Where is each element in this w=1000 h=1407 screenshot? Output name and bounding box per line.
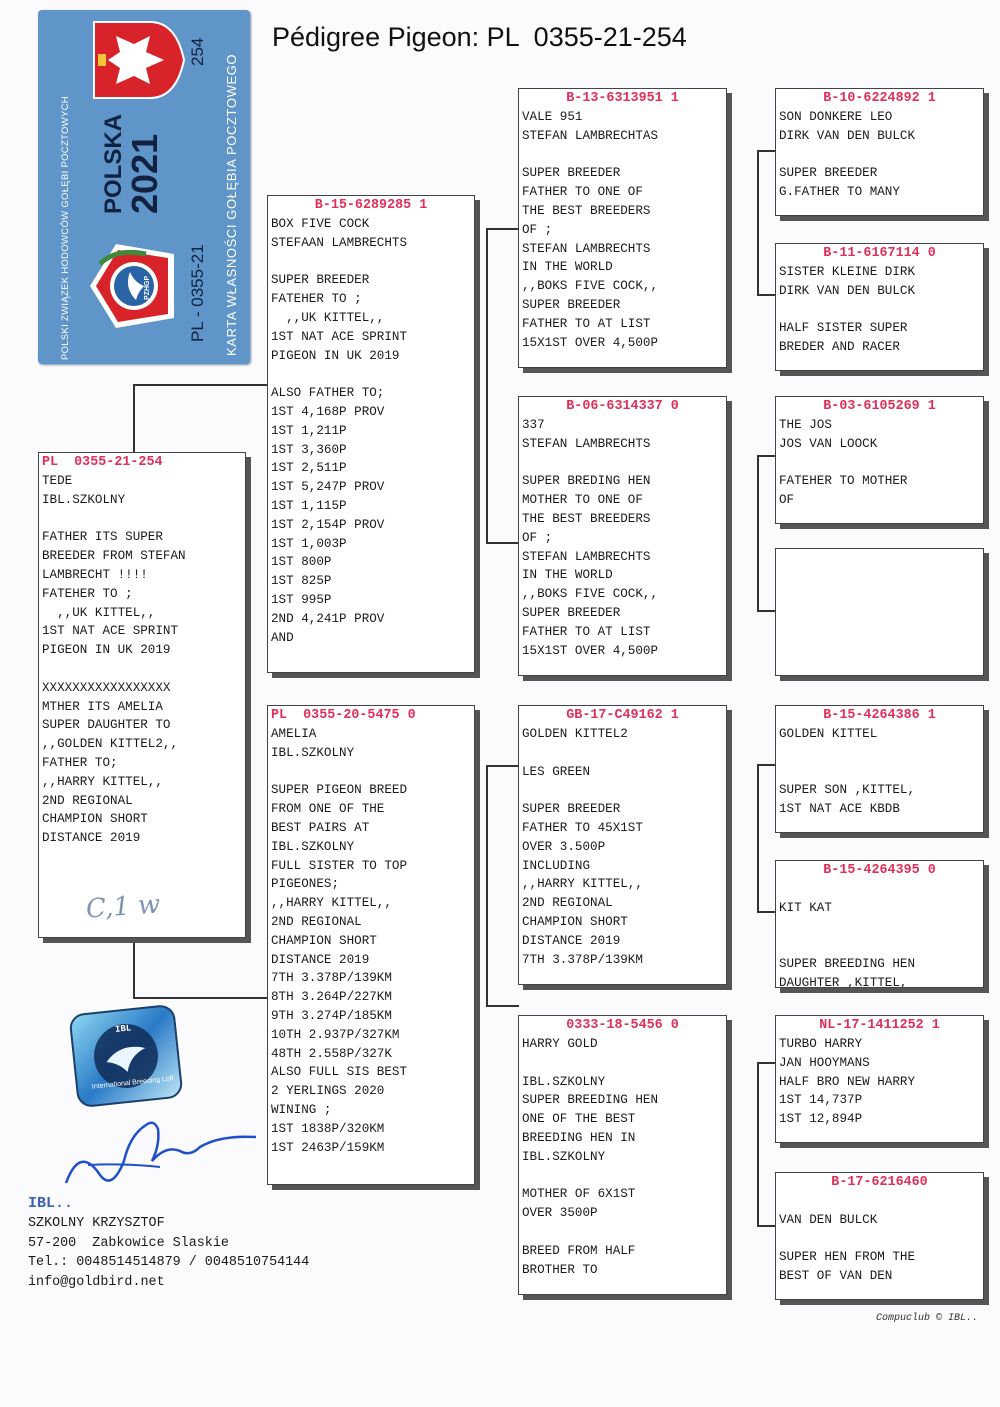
sticker-year: 2021 [124, 133, 165, 214]
pedigree-text-line [42, 510, 242, 529]
pedigree-text-line [42, 660, 242, 679]
pedigree-text-line: 1ST 5,247P PROV [271, 480, 385, 495]
pedigree-text-line: VALE 951 [522, 110, 583, 124]
pedigree-text-line: OF ; [522, 530, 553, 545]
pedigree-text-line: OF ; [522, 222, 553, 237]
ring-number: B-15-4264386 1 [823, 708, 936, 723]
pedigree-text-line: FATEHER TO MOTHER [779, 474, 908, 489]
pedigree-text-line: 1ST NAT ACE SPRINT [271, 329, 408, 344]
pedigree-text-line: MTHER ITS AMELIA [42, 699, 163, 714]
pedigree-text-line: 2 YERLINGS 2020 [271, 1084, 385, 1099]
pedigree-text-line: 1ST 1,115P [271, 498, 347, 513]
pedigree-text-line: GOLDEN KITTEL2 [522, 727, 628, 741]
pedigree-text-line [522, 744, 723, 763]
pedigree-text-line: ,,HARRY KITTEL,, [522, 877, 643, 892]
pedigree-text-line: JAN HOOYMANS [779, 1055, 870, 1070]
paternal-grandfather-card [518, 88, 727, 368]
connector-line [757, 764, 776, 766]
pedigree-text-line: FATHER TO ONE OF [522, 185, 643, 200]
pedigree-text-line: 2ND REGIONAL [271, 914, 362, 929]
pedigree-text-line: FATHER TO 45X1ST [522, 820, 643, 835]
pedigree-text-line: 1ST 2,154P PROV [271, 517, 385, 532]
connector-line [133, 997, 268, 999]
pedigree-text-line: 48TH 2.558P/327K [271, 1046, 392, 1061]
pedigree-text-line: 7TH 3.378P/139KM [522, 952, 643, 967]
pedigree-text-line: SUPER BREEDING HEN [522, 1093, 659, 1108]
connector-line [486, 765, 519, 767]
pedigree-text-line [522, 1167, 723, 1186]
pedigree-text-line: SUPER BREEDER [271, 273, 370, 288]
pedigree-text-line: SON DONKERE LEO [779, 110, 893, 124]
pedigree-text-line: HARRY GOLD [522, 1037, 598, 1051]
great-grandparent-card [775, 1172, 984, 1300]
ring-number: PL 0355-21-254 [42, 455, 163, 470]
eagle-emblem-icon [90, 18, 186, 102]
pedigree-text-line: FATHER TO; [42, 755, 118, 770]
pedigree-text-line: FATHER ITS SUPER [42, 530, 163, 545]
pedigree-text-line: ,,GOLDEN KITTEL2,, [42, 737, 179, 752]
connector-line [486, 1005, 519, 1007]
pedigree-text-line: GOLDEN KITTEL [779, 727, 878, 741]
pedigree-text-line: SUPER BREEDER [522, 605, 621, 620]
pzhgp-logo-text: PZHGP [144, 275, 151, 300]
connector-line [486, 383, 488, 543]
pedigree-text-line [779, 880, 980, 899]
pedigree-text-line: CHAMPION SHORT [271, 933, 377, 948]
ibl-hologram-sticker [67, 1003, 184, 1110]
pedigree-text-line: 1ST 12,894P [779, 1112, 863, 1127]
pedigree-text-line [522, 1223, 723, 1242]
pedigree-text-line: IN THE WORLD [522, 260, 613, 275]
pedigree-text-line [522, 146, 723, 165]
pedigree-text-line: BEST PAIRS AT [271, 820, 370, 835]
pedigree-text-line: ALSO FATHER TO; [271, 386, 385, 401]
pedigree-text-line: IBL.SZKOLNY [271, 839, 355, 854]
pedigree-text-line: 1ST 825P [271, 574, 332, 589]
pedigree-text-line: STEFAN LAMBRECHTS [522, 241, 651, 256]
pedigree-text-line: CHAMPION SHORT [42, 812, 148, 827]
pedigree-text-line: 1ST 800P [271, 555, 332, 570]
pedigree-text-line: 2ND REGIONAL [522, 896, 613, 911]
breeder-phone: Tel.: 0048514514879 / 0048510754144 [28, 1255, 310, 1271]
great-grandparent-card [775, 88, 984, 216]
ring-number: PL 0355-20-5475 0 [271, 708, 416, 723]
pedigree-text-line: PIGEONES; [271, 877, 340, 892]
ring-number: B-10-6224892 1 [823, 91, 936, 106]
ring-number: 0333-18-5456 0 [566, 1018, 679, 1033]
ring-number: B-17-6216460 [831, 1175, 928, 1190]
ibl-brand: IBL.. [28, 1195, 74, 1212]
sticker-content [38, 10, 250, 364]
pedigree-text-line: FATEHER TO ; [42, 586, 133, 601]
great-grandparent-card-empty [775, 548, 984, 676]
pedigree-text-line: DISTANCE 2019 [42, 831, 141, 846]
pedigree-text-line: BREEDING HEN IN [522, 1130, 636, 1145]
connector-line [757, 294, 776, 296]
pedigree-text-line: 1ST NAT ACE SPRINT [42, 624, 179, 639]
connector-line [757, 150, 759, 295]
pedigree-text-line: ,,BOKS FIVE COCK,, [522, 279, 659, 294]
compuclub-credit: Compuclub © IBL.. [876, 1313, 979, 1324]
connector-line [486, 228, 519, 230]
maternal-grandfather-card [518, 705, 727, 985]
pedigree-text-line: BREDER AND RACER [779, 340, 900, 355]
pedigree-text-line [779, 744, 980, 763]
pedigree-text-line: THE BEST BREEDERS [522, 511, 651, 526]
connector-line [133, 384, 268, 386]
pedigree-text-line: SUPER BREEDER [522, 166, 621, 181]
pedigree-text-line: 1ST 1,211P [271, 423, 347, 438]
pedigree-text-line: TURBO HARRY [779, 1037, 863, 1051]
pedigree-text-line: XXXXXXXXXXXXXXXXX [42, 680, 171, 695]
mother-card [267, 705, 475, 1185]
pedigree-text-line: 8TH 3.264P/227KM [271, 990, 392, 1005]
pedigree-text-line: SUPER PIGEON BREED [271, 783, 408, 798]
breeder-email: info@goldbird.net [28, 1275, 165, 1291]
ring-number: B-15-4264395 0 [823, 863, 936, 878]
pedigree-text-line: 7TH 3.378P/139KM [271, 971, 392, 986]
pedigree-text-line: 1ST 995P [271, 592, 332, 607]
handwritten-note: C,1 w [85, 889, 162, 925]
sticker-card-title: KARTA WŁASNOŚCI GOŁĘBIA POCZTOWEGO [224, 53, 239, 356]
hologram-text: International Breeding Loft [91, 1075, 175, 1091]
pedigree-text-line: ONE OF THE BEST [522, 1112, 636, 1127]
pedigree-text-line: IN THE WORLD [522, 568, 613, 583]
pedigree-text-line: FATHER TO AT LIST [522, 316, 651, 331]
ring-number: B-03-6105269 1 [823, 399, 936, 414]
pedigree-text-line: STEFAN LAMBRECHTAS [522, 128, 659, 143]
hologram-label: IBL [114, 1023, 132, 1035]
subject-pigeon-card [38, 452, 246, 938]
pedigree-text-line: G.FATHER TO MANY [779, 185, 900, 200]
pedigree-text-line: IBL.SZKOLNY [42, 492, 126, 507]
connector-line [486, 862, 488, 1006]
pedigree-text-line: AND [271, 630, 294, 645]
pedigree-text-line: STEFAN LAMBRECHTS [522, 436, 651, 451]
pedigree-text-line [779, 301, 980, 320]
pedigree-text-line: DISTANCE 2019 [522, 933, 621, 948]
pedigree-text-line [779, 1192, 980, 1211]
pedigree-text-line: IBL.SZKOLNY [271, 745, 355, 760]
pedigree-text-line: FROM ONE OF THE [271, 802, 385, 817]
pedigree-text-line: THE JOS [779, 418, 832, 432]
ring-number: B-13-6313951 1 [566, 91, 679, 106]
pedigree-text-line: BEST OF VAN DEN [779, 1269, 893, 1284]
paternal-grandmother-card [518, 396, 727, 676]
pedigree-text-line: OVER 3.500P [522, 839, 606, 854]
pedigree-text-line: DAUGHTER ,KITTEL, [779, 975, 908, 988]
pedigree-text-line: IBL.SZKOLNY [522, 1074, 606, 1089]
pedigree-text-line: HALF BRO NEW HARRY [779, 1074, 916, 1089]
pedigree-text-line [522, 781, 723, 800]
pedigree-text-line: BREEDER FROM STEFAN [42, 549, 186, 564]
connector-line [757, 610, 776, 612]
pedigree-text-line: BROTHER TO [522, 1262, 598, 1277]
pedigree-text-line: IBL.SZKOLNY [522, 1149, 606, 1164]
pedigree-text-line: HALF SISTER SUPER [779, 321, 908, 336]
pedigree-text-line [522, 1054, 723, 1073]
great-grandparent-card [775, 396, 984, 524]
sticker-number: 254 [188, 37, 207, 66]
ownership-card-sticker [38, 10, 250, 364]
pedigree-text-line: 1ST 1838P/320KM [271, 1121, 385, 1136]
pedigree-text-line: SUPER SON ,KITTEL, [779, 783, 916, 798]
pedigree-text-line: STEFAN LAMBRECHTS [522, 549, 651, 564]
connector-line [133, 938, 135, 998]
pedigree-text-line: 1ST 2463P/159KM [271, 1140, 385, 1155]
pedigree-text-line: DISTANCE 2019 [271, 952, 370, 967]
ring-number: B-15-6289285 1 [314, 198, 428, 213]
father-card [267, 195, 475, 673]
pedigree-text-line: PIGEON IN UK 2019 [42, 643, 171, 658]
connector-line [757, 1062, 759, 1226]
pedigree-text-line: 10TH 2.937P/327KM [271, 1027, 400, 1042]
pedigree-text-line: JOS VAN LOOCK [779, 436, 878, 451]
pedigree-text-line: DIRK VAN DEN BULCK [779, 128, 916, 143]
great-grandparent-card [775, 860, 984, 988]
connector-line [757, 1225, 776, 1227]
breeder-contact-footer [28, 1194, 309, 1293]
pedigree-text-line: WINING ; [271, 1102, 332, 1117]
pedigree-text-line [522, 454, 723, 473]
pedigree-text-line: DIRK VAN DEN BULCK [779, 283, 916, 298]
great-grandparent-card [775, 243, 984, 371]
pedigree-text-line: ,,HARRY KITTEL,, [42, 774, 163, 789]
pedigree-text-line: BREED FROM HALF [522, 1243, 636, 1258]
pedigree-text-line: TEDE [42, 474, 73, 488]
connector-line [486, 765, 488, 863]
pedigree-text-line: 1ST 14,737P [779, 1093, 863, 1108]
great-grandparent-card [775, 705, 984, 833]
connector-line [757, 1062, 776, 1064]
pedigree-text-line: FULL SISTER TO TOP [271, 858, 408, 873]
great-grandparent-card [775, 1015, 984, 1143]
pedigree-text-line: THE BEST BREEDERS [522, 203, 651, 218]
ring-number: B-06-6314337 0 [566, 399, 679, 414]
pedigree-text-line [779, 936, 980, 955]
connector-line [133, 384, 135, 456]
connector-line [757, 150, 776, 152]
pedigree-text-line: 337 [522, 418, 545, 432]
ring-number: GB-17-C49162 1 [566, 708, 679, 723]
breeder-name: SZKOLNY KRZYSZTOF [28, 1215, 165, 1231]
connector-line [757, 911, 776, 913]
pedigree-text-line [779, 454, 980, 473]
pedigree-text-line: ,,UK KITTEL,, [271, 310, 385, 325]
pedigree-text-line: SUPER DAUGHTER TO [42, 718, 171, 733]
pedigree-text-line: 15X1ST OVER 4,500P [522, 335, 659, 350]
pedigree-text-line: ,,UK KITTEL,, [42, 605, 156, 620]
pedigree-text-line: SUPER BREEDING HEN [779, 957, 916, 972]
pedigree-text-line: SUPER BREDING HEN [522, 474, 651, 489]
sticker-org-text: POLSKI ZWIĄZEK HODOWCÓW GOŁĘBI POCZTOWYCH [60, 96, 71, 360]
pedigree-text-line: 1ST 1,003P [271, 536, 347, 551]
sticker-country: POLSKA [100, 113, 127, 214]
pedigree-text-line: 9TH 3.274P/185KM [271, 1008, 392, 1023]
sticker-ring: PL - 0355-21 [188, 244, 207, 342]
page-title: Pédigree Pigeon: PL 0355-21-254 [272, 22, 687, 52]
pedigree-text-line: VAN DEN BULCK [779, 1212, 878, 1227]
signature [60, 1105, 260, 1200]
pedigree-text-line: BOX FIVE COCK [271, 217, 370, 231]
pedigree-text-line: MOTHER TO ONE OF [522, 493, 643, 508]
pedigree-text-line: LES GREEN [522, 764, 591, 779]
pedigree-text-line: SUPER BREEDER [779, 166, 878, 181]
ring-number: B-11-6167114 0 [823, 246, 936, 261]
pedigree-text-line: INCLUDING [522, 858, 591, 873]
pedigree-text-line: KIT KAT [779, 900, 832, 915]
pedigree-text-line: FATHER TO AT LIST [522, 624, 651, 639]
pedigree-text-line [779, 763, 980, 782]
maternal-grandmother-card [518, 1015, 727, 1295]
pedigree-text-line [779, 918, 980, 937]
pedigree-text-line: LAMBRECHT !!!! [42, 567, 148, 582]
pedigree-text-line: 2ND REGIONAL [42, 793, 133, 808]
breeder-address: 57-200 Zabkowice Slaskie [28, 1235, 229, 1251]
pedigree-text-line [271, 253, 471, 272]
pedigree-text-line: OF [779, 493, 795, 508]
pedigree-text-line: 15X1ST OVER 4,500P [522, 643, 659, 658]
pedigree-text-line: FATEHER TO ; [271, 292, 362, 307]
pedigree-text-line: SUPER HEN FROM THE [779, 1250, 916, 1265]
pedigree-text-line: CHAMPION SHORT [522, 914, 628, 929]
pedigree-text-line: ,,BOKS FIVE COCK,, [522, 587, 659, 602]
pedigree-text-line: 1ST 4,168P PROV [271, 404, 385, 419]
pedigree-text-line: SUPER BREEDER [522, 297, 621, 312]
pedigree-text-line [271, 365, 471, 384]
pedigree-text-line: 1ST 3,360P [271, 442, 347, 457]
pedigree-text-line: SUPER BREEDER [522, 802, 621, 817]
pedigree-text-line: SISTER KLEINE DIRK [779, 265, 916, 279]
connector-line [757, 764, 759, 912]
connector-line [757, 455, 776, 457]
pedigree-text-line: MOTHER OF 6X1ST [522, 1187, 636, 1202]
pedigree-text-line [779, 1230, 980, 1249]
pedigree-text-line: 2ND 4,241P PROV [271, 611, 385, 626]
pedigree-text-line: 1ST NAT ACE KBDB [779, 802, 900, 817]
pedigree-text-line: PIGEON IN UK 2019 [271, 348, 400, 363]
pedigree-text-line: ,,HARRY KITTEL,, [271, 896, 392, 911]
connector-line [486, 228, 488, 384]
pedigree-text-line: STEFAAN LAMBRECHTS [271, 235, 408, 250]
pedigree-text-line: OVER 3500P [522, 1206, 598, 1221]
connector-line [486, 542, 519, 544]
pedigree-text-line [271, 763, 471, 782]
connector-line [757, 455, 759, 611]
pedigree-text-line: AMELIA [271, 727, 317, 741]
pedigree-text-line [779, 146, 980, 165]
pzhgp-logo [86, 238, 182, 334]
pedigree-text-line: ALSO FULL SIS BEST [271, 1065, 408, 1080]
ring-number: NL-17-1411252 1 [819, 1018, 940, 1033]
pedigree-text-line: 1ST 2,511P [271, 461, 347, 476]
